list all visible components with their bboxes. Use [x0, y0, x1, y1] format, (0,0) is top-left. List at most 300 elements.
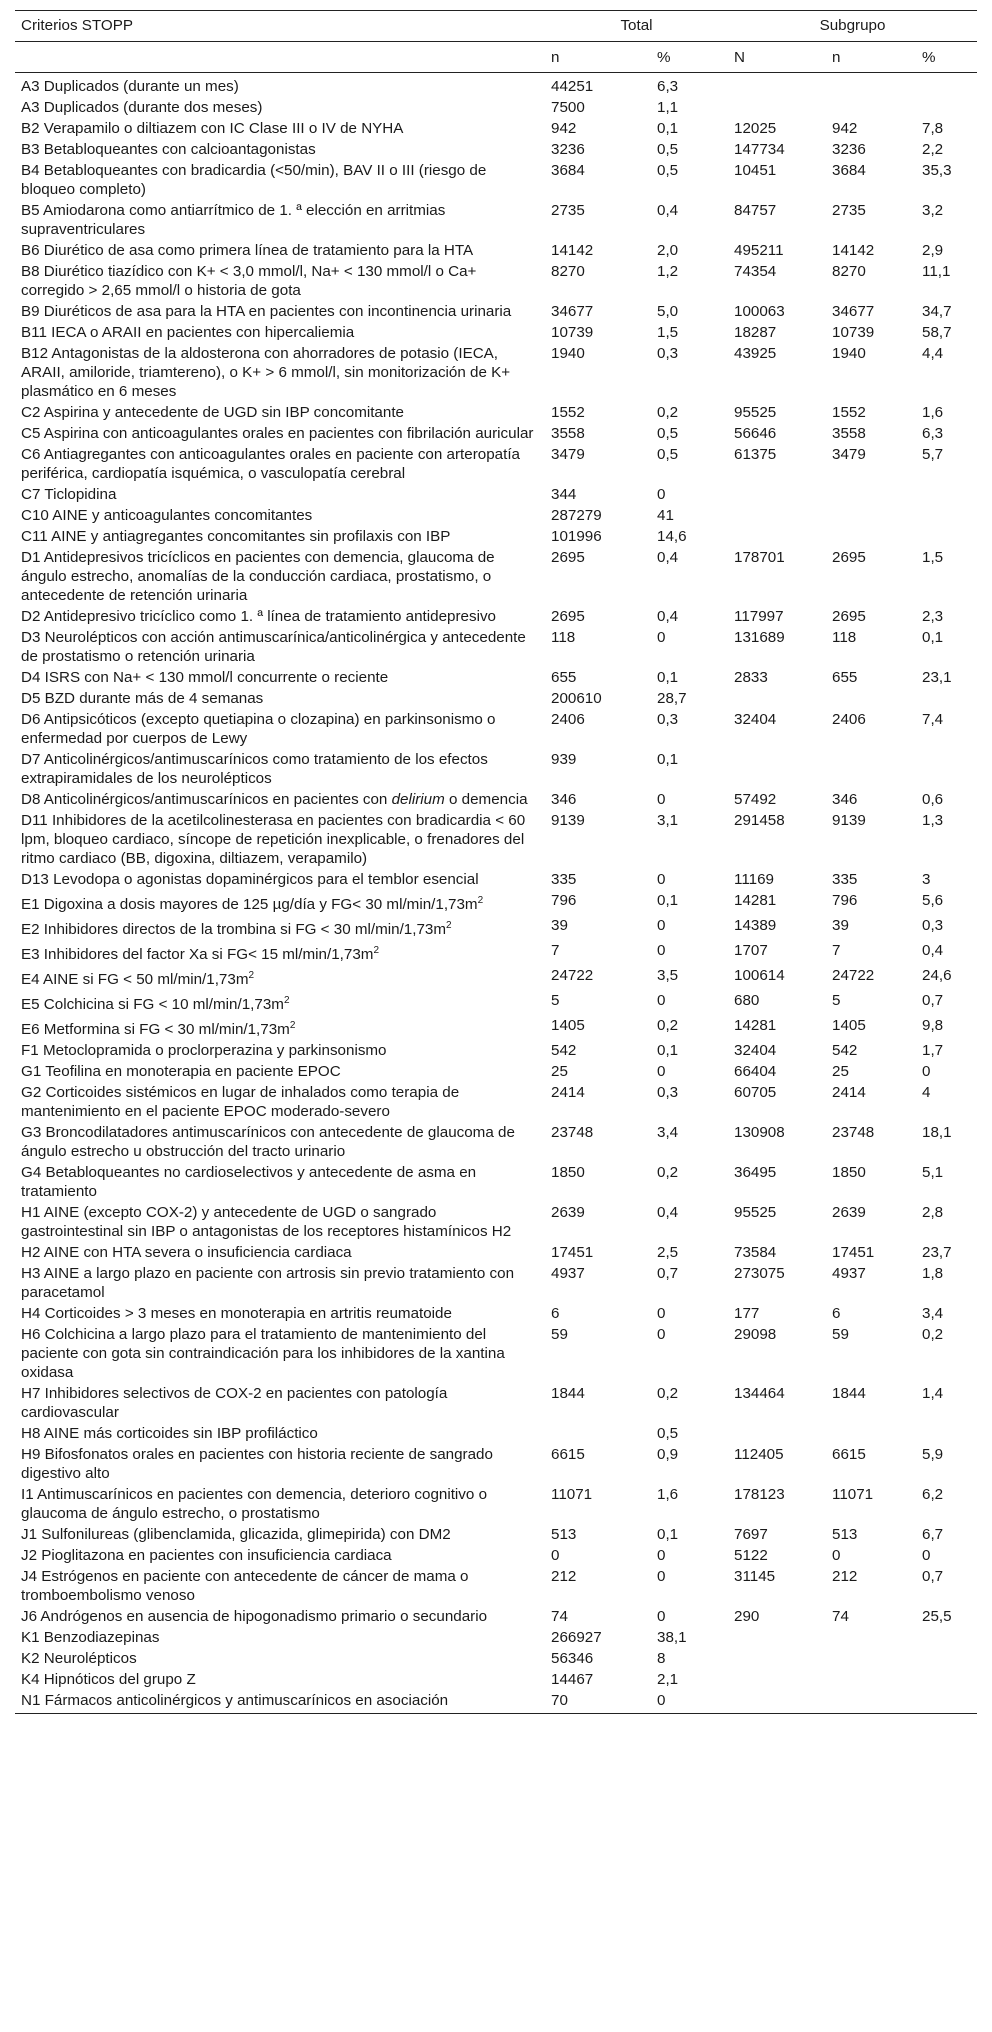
subgroup-N-cell: 131689	[734, 629, 785, 646]
criteria-cell	[15, 200, 545, 240]
subgroup-n-cell: 14142	[832, 242, 875, 259]
total-pct-cell: 0,5	[657, 141, 679, 158]
subgroup-pct-cell	[916, 1690, 977, 1714]
subgroup-pct-cell: 0,4	[922, 942, 944, 960]
subgroup-pct-cell: 24,6	[922, 967, 952, 985]
total-n-cell: 1844	[551, 1385, 585, 1403]
subgroup-n-cell: 10739	[832, 324, 875, 341]
subgroup-N-cell: 66404	[734, 1063, 777, 1081]
total-n-cell: 24722	[551, 967, 594, 985]
table-row	[15, 547, 977, 606]
total-pct-cell: 0	[657, 1305, 666, 1323]
total-n-cell: 1405	[551, 1017, 585, 1035]
total-n-cell: 3236	[551, 141, 585, 158]
subgroup-N-cell	[728, 505, 826, 526]
subgroup-n-cell	[826, 505, 916, 526]
header-criteria: Criterios STOPP	[15, 11, 545, 42]
subgroup-pct-cell: 3,2	[922, 202, 944, 219]
criteria-cell	[15, 1545, 545, 1566]
subgroup-pct-cell: 7,4	[922, 711, 944, 728]
total-pct-cell: 0	[657, 992, 666, 1010]
criteria-cell	[15, 606, 545, 627]
subgroup-N-cell: 29098	[734, 1326, 777, 1344]
subgroup-N-cell: 60705	[734, 1084, 777, 1102]
total-n-cell: 3558	[551, 425, 585, 442]
table-row	[15, 915, 977, 940]
criteria-text: B8 Diurético tiazídico con K+ < 3,0 mmol/l, Na+ < 130 mmol/l o Ca+ corregido > 2,65 mmol/l o historia de gota	[21, 263, 477, 299]
table-row	[15, 606, 977, 627]
subgroup-N-cell: 134464	[734, 1385, 785, 1403]
total-pct-cell: 0,2	[657, 1164, 679, 1182]
subgroup-pct-cell: 18,1	[922, 1124, 952, 1142]
total-pct-cell: 14,6	[657, 528, 687, 545]
criteria-cell	[15, 1122, 545, 1162]
subgroup-N-cell: 117997	[734, 608, 784, 625]
total-n-cell: 74	[551, 1608, 568, 1626]
total-pct-cell: 0,9	[657, 1446, 679, 1464]
subgroup-pct-cell: 1,5	[922, 549, 944, 566]
table-row	[15, 261, 977, 301]
total-n-cell: 8270	[551, 263, 585, 280]
total-pct-cell: 0,3	[657, 345, 679, 362]
total-pct-cell: 2,1	[657, 1671, 679, 1689]
criteria-cell	[15, 505, 545, 526]
total-n-cell: 2695	[551, 608, 585, 625]
subgroup-N-cell: 680	[734, 992, 760, 1010]
total-n-cell: 70	[545, 1690, 651, 1714]
table-row	[15, 709, 977, 749]
criteria-text: D13 Levodopa o agonistas dopaminérgicos para el temblor esencial	[21, 871, 479, 888]
table-row	[15, 627, 977, 667]
table-row	[15, 1524, 977, 1545]
subgroup-N-cell: 73584	[734, 1244, 777, 1262]
subgroup-N-cell: 178701	[734, 549, 785, 566]
criteria-text: D5 BZD durante más de 4 semanas	[21, 690, 264, 707]
subgroup-n-cell: 4937	[832, 1265, 866, 1283]
criteria-text: K1 Benzodiazepinas	[21, 1629, 160, 1647]
subgroup-pct-cell: 23,7	[922, 1244, 952, 1262]
criteria-cell	[15, 1524, 545, 1545]
subgroup-N-cell	[728, 73, 826, 98]
total-pct-cell: 6,3	[657, 78, 679, 95]
table-row	[15, 1606, 977, 1627]
subgroup-n-cell: 212	[832, 1568, 858, 1586]
criteria-cell	[15, 1627, 545, 1648]
subgroup-N-cell: 14281	[734, 1017, 777, 1035]
table-row	[15, 1423, 977, 1444]
subgroup-pct-cell: 34,7	[922, 303, 952, 320]
total-pct-cell: 3,5	[657, 967, 679, 985]
criteria-text: C5 Aspirina con anticoagulantes orales en pacientes con fibrilación auricular	[21, 425, 534, 442]
total-pct-cell: 0,7	[657, 1265, 679, 1283]
subgroup-n-cell	[826, 1669, 916, 1690]
subgroup-n-cell: 2695	[832, 608, 866, 625]
subgroup-N-cell: 74354	[734, 263, 777, 280]
table-body	[15, 73, 977, 1714]
subgroup-pct-cell: 0,3	[922, 917, 944, 935]
total-pct-cell: 38,1	[657, 1629, 687, 1647]
subgroup-n-cell: 1940	[832, 345, 866, 362]
subgroup-n-cell: 24722	[832, 967, 875, 985]
total-pct-cell: 1,2	[657, 263, 679, 280]
table-row	[15, 1015, 977, 1040]
table-row	[15, 667, 977, 688]
total-pct-cell: 0	[657, 1547, 666, 1565]
subgroup-n-cell: 74	[832, 1608, 849, 1626]
criteria-text: J1 Sulfonilureas (glibenclamida, glicazida, glimepirida) con DM2	[21, 1526, 451, 1544]
criteria-cell	[15, 915, 545, 940]
subgroup-n-cell	[826, 73, 916, 98]
subgroup-n-cell: 25	[832, 1063, 849, 1081]
total-n-cell: 6	[551, 1305, 560, 1323]
criteria-cell	[15, 1015, 545, 1040]
total-n-cell: 2695	[551, 549, 585, 566]
total-n-cell: 335	[551, 871, 577, 888]
subgroup-pct-cell	[916, 1627, 977, 1648]
criteria-text: E4 AINE si FG < 50 ml/min/1,73m	[21, 971, 249, 989]
subgroup-pct-cell: 5,1	[922, 1164, 944, 1182]
subgroup-N-cell: 291458	[734, 812, 785, 829]
total-pct-cell: 0,4	[657, 202, 679, 219]
subgroup-pct-cell: 4,4	[922, 345, 944, 362]
table-row	[15, 940, 977, 965]
table-row	[15, 1122, 977, 1162]
table-row	[15, 1545, 977, 1566]
subgroup-N-cell: 273075	[734, 1265, 785, 1283]
criteria-cell	[15, 627, 545, 667]
subgroup-n-cell	[826, 526, 916, 547]
subgroup-N-cell: 31145	[734, 1568, 776, 1586]
subgroup-pct-cell: 0,7	[922, 992, 944, 1010]
criteria-text: H4 Corticoides > 3 meses en monoterapia en artritis reumatoide	[21, 1305, 452, 1323]
criteria-text: C11 AINE y antiagregantes concomitantes sin profilaxis con IBP	[21, 528, 451, 545]
table-row	[15, 890, 977, 915]
total-n-cell	[545, 1423, 651, 1444]
subgroup-pct-cell: 1,6	[922, 404, 944, 421]
total-n-cell: 2406	[551, 711, 585, 728]
table-row	[15, 1444, 977, 1484]
subgroup-N-cell: 112405	[734, 1446, 784, 1464]
subgroup-n-cell: 335	[832, 871, 858, 888]
criteria-cell	[15, 301, 545, 322]
subgroup-n-cell	[826, 97, 916, 118]
header-row-columns	[15, 42, 977, 73]
subgroup-pct-cell	[916, 526, 977, 547]
subgroup-pct-cell: 0,1	[922, 629, 944, 646]
subgroup-pct-cell: 58,7	[922, 324, 952, 341]
total-n-cell: 118	[551, 629, 576, 646]
subgroup-pct-cell: 3	[922, 871, 931, 888]
criteria-text: K2 Neurolépticos	[21, 1650, 137, 1668]
table-row	[15, 1040, 977, 1061]
subgroup-pct-cell: 6,2	[922, 1486, 944, 1504]
subgroup-N-cell: 95525	[734, 404, 777, 421]
criteria-text: G3 Broncodilatadores antimuscarínicos con antecedente de glaucoma de ángulo estrecho u obstrucción del tracto urinario	[21, 1124, 515, 1161]
total-pct-cell: 0,1	[657, 1042, 679, 1060]
total-pct-cell: 2,5	[657, 1244, 679, 1262]
subgroup-pct-cell: 0,6	[922, 791, 944, 808]
subgroup-n-cell: 3479	[832, 446, 866, 463]
subgroup-pct-cell: 0	[922, 1547, 931, 1565]
criteria-text: J4 Estrógenos en paciente con antecedente de cáncer de mama o tromboembolismo venoso	[21, 1568, 469, 1605]
subgroup-n-cell: 2414	[832, 1084, 866, 1102]
subgroup-n-cell	[826, 1690, 916, 1714]
table-row	[15, 160, 977, 200]
total-pct-cell: 0	[657, 1326, 666, 1344]
criteria-cell	[15, 940, 545, 965]
subgroup-pct-cell: 2,3	[922, 608, 944, 625]
subgroup-n-cell	[826, 1423, 916, 1444]
criteria-cell	[15, 890, 545, 915]
criteria-text: B9 Diuréticos de asa para la HTA en pacientes con incontinencia urinaria	[21, 303, 512, 320]
subgroup-pct-cell: 35,3	[922, 162, 952, 179]
total-n-cell: 5	[551, 992, 560, 1010]
superscript: 2	[373, 945, 379, 957]
superscript: 2	[289, 1020, 296, 1032]
criteria-text: H1 AINE (excepto COX-2) y antecedente de UGD o sangrado gastrointestinal sin IBP o antagonistas de los receptores histamínicos H2	[21, 1204, 512, 1241]
subgroup-N-cell: 11169	[734, 871, 774, 888]
criteria-cell	[15, 139, 545, 160]
criteria-text: G2 Corticoides sistémicos en lugar de inhalados como terapia de mantenimiento en el paciente EPOC moderado-severo	[21, 1084, 460, 1121]
subgroup-pct-cell: 0,2	[922, 1326, 944, 1344]
total-pct-cell: 5,0	[657, 303, 679, 320]
subgroup-pct-cell: 1,4	[922, 1385, 944, 1403]
subgroup-n-cell: 0	[832, 1547, 841, 1565]
total-pct-cell: 0	[657, 1608, 666, 1626]
criteria-cell	[15, 73, 545, 98]
criteria-cell	[15, 1423, 545, 1444]
header-subgroup-n: n	[826, 42, 916, 73]
total-n-cell: 6615	[551, 1446, 585, 1464]
total-n-cell: 1552	[551, 404, 585, 421]
subgroup-N-cell	[728, 1627, 826, 1648]
criteria-text: B2 Verapamilo o diltiazem con IC Clase III o IV de NYHA	[21, 120, 404, 137]
subgroup-n-cell: 942	[832, 120, 858, 137]
criteria-text: D3 Neurolépticos con acción antimuscarínica/anticolinérgica y antecedente de prostatismo o retención urinaria	[21, 629, 526, 665]
subgroup-N-cell: 495211	[734, 242, 784, 259]
criteria-cell	[15, 789, 545, 810]
total-n-cell: 14142	[551, 242, 594, 259]
subgroup-n-cell: 3684	[832, 162, 866, 179]
subgroup-n-cell: 34677	[832, 303, 875, 320]
table-row	[15, 484, 977, 505]
table-row	[15, 749, 977, 789]
criteria-cell	[15, 402, 545, 423]
table-row	[15, 688, 977, 709]
subgroup-n-cell: 542	[832, 1042, 858, 1060]
table-row	[15, 965, 977, 990]
table-row	[15, 1484, 977, 1524]
subgroup-n-cell: 118	[832, 629, 857, 646]
subgroup-pct-cell: 2,8	[922, 1204, 944, 1222]
table-row	[15, 1162, 977, 1202]
total-n-cell: 2735	[551, 202, 585, 219]
subgroup-N-cell: 61375	[734, 446, 777, 463]
table-row	[15, 1061, 977, 1082]
criteria-text: A3 Duplicados (durante un mes)	[21, 78, 239, 95]
total-pct-cell: 1,5	[657, 324, 679, 341]
subgroup-N-cell: 130908	[734, 1124, 785, 1142]
total-pct-cell: 0,1	[657, 669, 679, 686]
total-n-cell: 212	[551, 1568, 577, 1586]
table-row	[15, 990, 977, 1015]
total-pct-cell: 1,1	[657, 99, 679, 116]
total-pct-cell: 0,1	[657, 751, 679, 768]
subgroup-N-cell	[728, 1669, 826, 1690]
criteria-text: D11 Inhibidores de la acetilcolinesterasa en pacientes con bradicardia < 60 lpm, bloqueo cardiaco, síncope de repetición inexplicable, o frenadores del ritmo cardiaco (BB, digoxina, diltiazem, verapamilo)	[21, 812, 526, 867]
criteria-text: J2 Pioglitazona en pacientes con insuficiencia cardiaca	[21, 1547, 392, 1565]
total-pct-cell: 8	[657, 1650, 666, 1668]
criteria-text: D7 Anticolinérgicos/antimuscarínicos como tratamiento de los efectos extrapiramidales de los neurolépticos	[21, 751, 488, 787]
criteria-text: K4 Hipnóticos del grupo Z	[21, 1671, 196, 1689]
subgroup-n-cell: 8270	[832, 263, 866, 280]
subgroup-n-cell: 11071	[832, 1486, 874, 1504]
subgroup-N-cell	[728, 484, 826, 505]
criteria-text: D8 Anticolinérgicos/antimuscarínicos en pacientes con	[21, 791, 392, 808]
subgroup-N-cell: 14281	[734, 892, 777, 909]
subgroup-pct-cell	[916, 484, 977, 505]
subgroup-N-cell	[728, 1423, 826, 1444]
subgroup-pct-cell: 0	[922, 1063, 931, 1081]
total-n-cell: 34677	[551, 303, 594, 320]
total-pct-cell: 0,3	[657, 711, 679, 728]
header-subgroup-pct: %	[916, 42, 977, 73]
subgroup-N-cell: 36495	[734, 1164, 777, 1182]
criteria-text: H2 AINE con HTA severa o insuficiencia cardiaca	[21, 1244, 352, 1262]
total-pct-cell: 0	[657, 917, 666, 935]
total-pct-cell: 28,7	[657, 690, 687, 707]
criteria-text: H6 Colchicina a largo plazo para el tratamiento de mantenimiento del paciente con gota sin contraindicación para los inhibidores de la xantina oxidasa	[21, 1326, 505, 1382]
table-row	[15, 1669, 977, 1690]
total-n-cell: 101996	[551, 528, 602, 545]
table-row	[15, 1263, 977, 1303]
total-pct-cell: 0	[657, 942, 666, 960]
criteria-cell	[15, 1324, 545, 1383]
total-pct-cell: 0,5	[657, 446, 679, 463]
criteria-cell	[15, 322, 545, 343]
subgroup-N-cell: 290	[734, 1608, 760, 1626]
criteria-cell	[15, 1648, 545, 1669]
criteria-cell	[15, 240, 545, 261]
header-subgroup-group: Subgrupo	[728, 11, 977, 42]
total-n-cell: 0	[551, 1547, 560, 1565]
subgroup-n-cell	[826, 1627, 916, 1648]
subgroup-n-cell	[826, 1648, 916, 1669]
criteria-cell	[15, 1444, 545, 1484]
criteria-cell	[15, 160, 545, 200]
total-pct-cell: 0,4	[657, 1204, 679, 1222]
total-n-cell: 9139	[551, 812, 585, 829]
criteria-text: N1 Fármacos anticolinérgicos y antimuscarínicos en asociación	[21, 1692, 449, 1710]
total-pct-cell: 0	[657, 486, 666, 503]
table-row	[15, 139, 977, 160]
criteria-text: G1 Teofilina en monoterapia en paciente EPOC	[21, 1063, 341, 1081]
total-pct-cell: 1,6	[657, 1486, 679, 1504]
subgroup-N-cell: 18287	[734, 324, 777, 341]
table-row	[15, 1383, 977, 1423]
criteria-text: E1 Digoxina a dosis mayores de 125 µg/día y FG< 30 ml/min/1,73m	[21, 896, 478, 914]
total-n-cell: 3684	[551, 162, 585, 179]
criteria-cell	[15, 810, 545, 869]
subgroup-n-cell: 1405	[832, 1017, 866, 1035]
criteria-text: B12 Antagonistas de la aldosterona con ahorradores de potasio (IECA, ARAII, amiloride, triamtereno), o K+ > 6 mmol/l, sin monitorización de K+ plasmático en 6 meses	[21, 345, 511, 400]
criteria-text: D2 Antidepresivo tricíclico como 1. ª línea de tratamiento antidepresivo	[21, 608, 496, 625]
total-n-cell: 513	[551, 1526, 577, 1544]
subgroup-n-cell: 2695	[832, 549, 866, 566]
subgroup-N-cell: 100614	[734, 967, 785, 985]
criteria-cell	[15, 1263, 545, 1303]
subgroup-n-cell: 1850	[832, 1164, 866, 1182]
table-row	[15, 1303, 977, 1324]
subgroup-N-cell: 32404	[734, 711, 777, 728]
subgroup-N-cell: 178123	[734, 1486, 785, 1504]
total-pct-cell: 0,2	[657, 1017, 679, 1035]
stopp-table-container	[15, 10, 977, 1714]
total-n-cell: 344	[551, 486, 577, 503]
subgroup-n-cell	[826, 688, 916, 709]
criteria-text: C6 Antiagregantes con anticoagulantes orales en paciente con arteropatía periférica, cardiopatía isquémica, o vasculopatía cerebral	[21, 446, 520, 482]
criteria-cell	[15, 1061, 545, 1082]
table-row	[15, 73, 977, 98]
table-row	[15, 200, 977, 240]
total-n-cell: 7500	[551, 99, 585, 116]
criteria-cell	[15, 1242, 545, 1263]
table-row	[15, 322, 977, 343]
total-n-cell: 542	[551, 1042, 577, 1060]
criteria-cell	[15, 1606, 545, 1627]
table-row	[15, 343, 977, 402]
criteria-text: E3 Inhibidores del factor Xa si FG< 15 ml/min/1,73m	[21, 946, 374, 964]
total-pct-cell: 0,1	[657, 892, 679, 909]
superscript: 2	[477, 895, 484, 906]
table-row	[15, 444, 977, 484]
criteria-cell	[15, 869, 545, 890]
subgroup-pct-cell: 11,1	[922, 263, 951, 280]
criteria-cell	[15, 1303, 545, 1324]
total-pct-cell: 0,1	[657, 1526, 679, 1544]
criteria-cell	[15, 1669, 545, 1690]
criteria-cell	[15, 1566, 545, 1606]
total-pct-cell: 0	[657, 871, 666, 888]
subgroup-n-cell: 3236	[832, 141, 866, 158]
table-row	[15, 1242, 977, 1263]
criteria-text: B5 Amiodarona como antiarrítmico de 1. ª elección en arritmias supraventriculares	[21, 202, 446, 238]
table-row	[15, 1324, 977, 1383]
criteria-text: F1 Metoclopramida o proclorperazina y parkinsonismo	[21, 1042, 387, 1060]
subgroup-N-cell	[728, 526, 826, 547]
subgroup-pct-cell: 5,6	[922, 892, 944, 909]
table-header	[15, 11, 977, 73]
total-n-cell: 2639	[551, 1204, 585, 1222]
criteria-cell	[15, 1383, 545, 1423]
criteria-cell	[15, 97, 545, 118]
criteria-cell	[15, 1484, 545, 1524]
subgroup-pct-cell: 6,3	[922, 425, 944, 442]
subgroup-N-cell: 5122	[734, 1547, 768, 1565]
subgroup-pct-cell	[916, 749, 977, 789]
header-criteria-spacer	[15, 42, 545, 73]
subgroup-pct-cell: 5,7	[922, 446, 944, 463]
header-subgroup-N: N	[728, 42, 826, 73]
criteria-cell	[15, 965, 545, 990]
subgroup-pct-cell	[916, 97, 977, 118]
total-pct-cell: 0,2	[657, 1385, 679, 1403]
criteria-text: B6 Diurético de asa como primera línea de tratamiento para la HTA	[21, 242, 474, 259]
total-n-cell: 17451	[551, 1244, 594, 1262]
criteria-cell	[15, 709, 545, 749]
subgroup-pct-cell: 3,4	[922, 1305, 944, 1323]
total-n-cell: 200610	[551, 690, 602, 707]
